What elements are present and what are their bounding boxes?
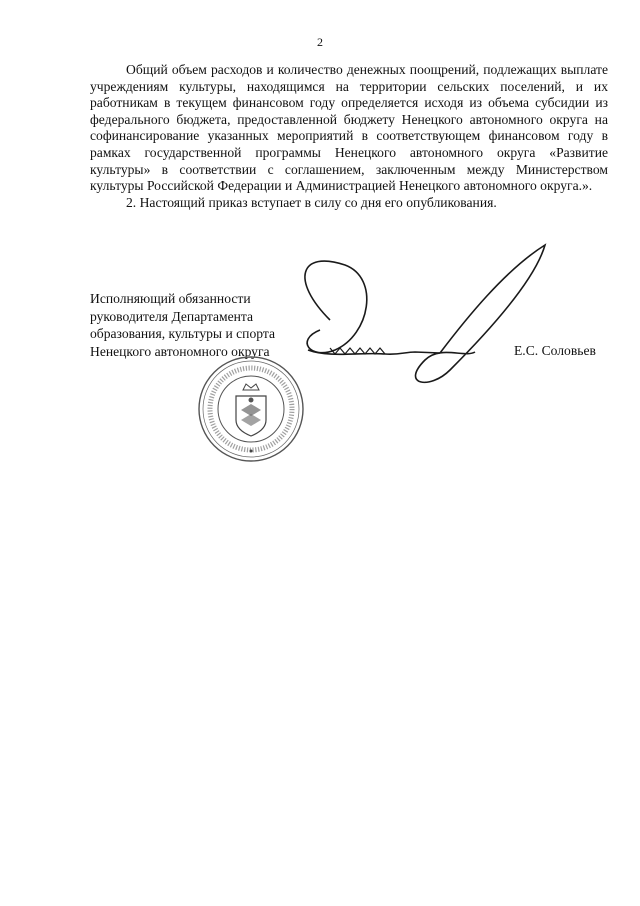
paragraph-effective-date: 2. Настоящий приказ вступает в силу со дня его опубликования. <box>126 194 497 210</box>
signatory-name: Е.С. Соловьев <box>514 343 596 358</box>
position-line-3: образования, культуры и спорта <box>90 326 276 341</box>
position-line-1: Исполняющий обязанности <box>90 291 251 306</box>
position-line-2: руководителя Департамента <box>90 308 254 324</box>
document-body <box>90 62 608 211</box>
signatory-position <box>90 290 275 360</box>
handwritten-signature-icon <box>290 240 560 400</box>
position-line-4: Ненецкого автономного округа <box>90 343 270 359</box>
paragraph-expenses: Общий объем расходов и количество денежных поощрений, подлежащих выплате учреждениям культуры, находящимся на территории сельских поселений, и их работникам в текущем финансовом году определяется исходя из объема субсидии из федерального бюджета, предоставленной бюджету Ненецкого автономного округа на софинансирование указанных мероприятий в соответствующем финансовом году в рамках государственной программы Ненецкого автономного округа «Развитие культуры» в соответствии с соглашением, заключенным между Министерством культуры Российской Федерации и Администрацией Ненецкого автономного округа.». <box>90 62 608 194</box>
page-number: 2 <box>317 35 323 49</box>
